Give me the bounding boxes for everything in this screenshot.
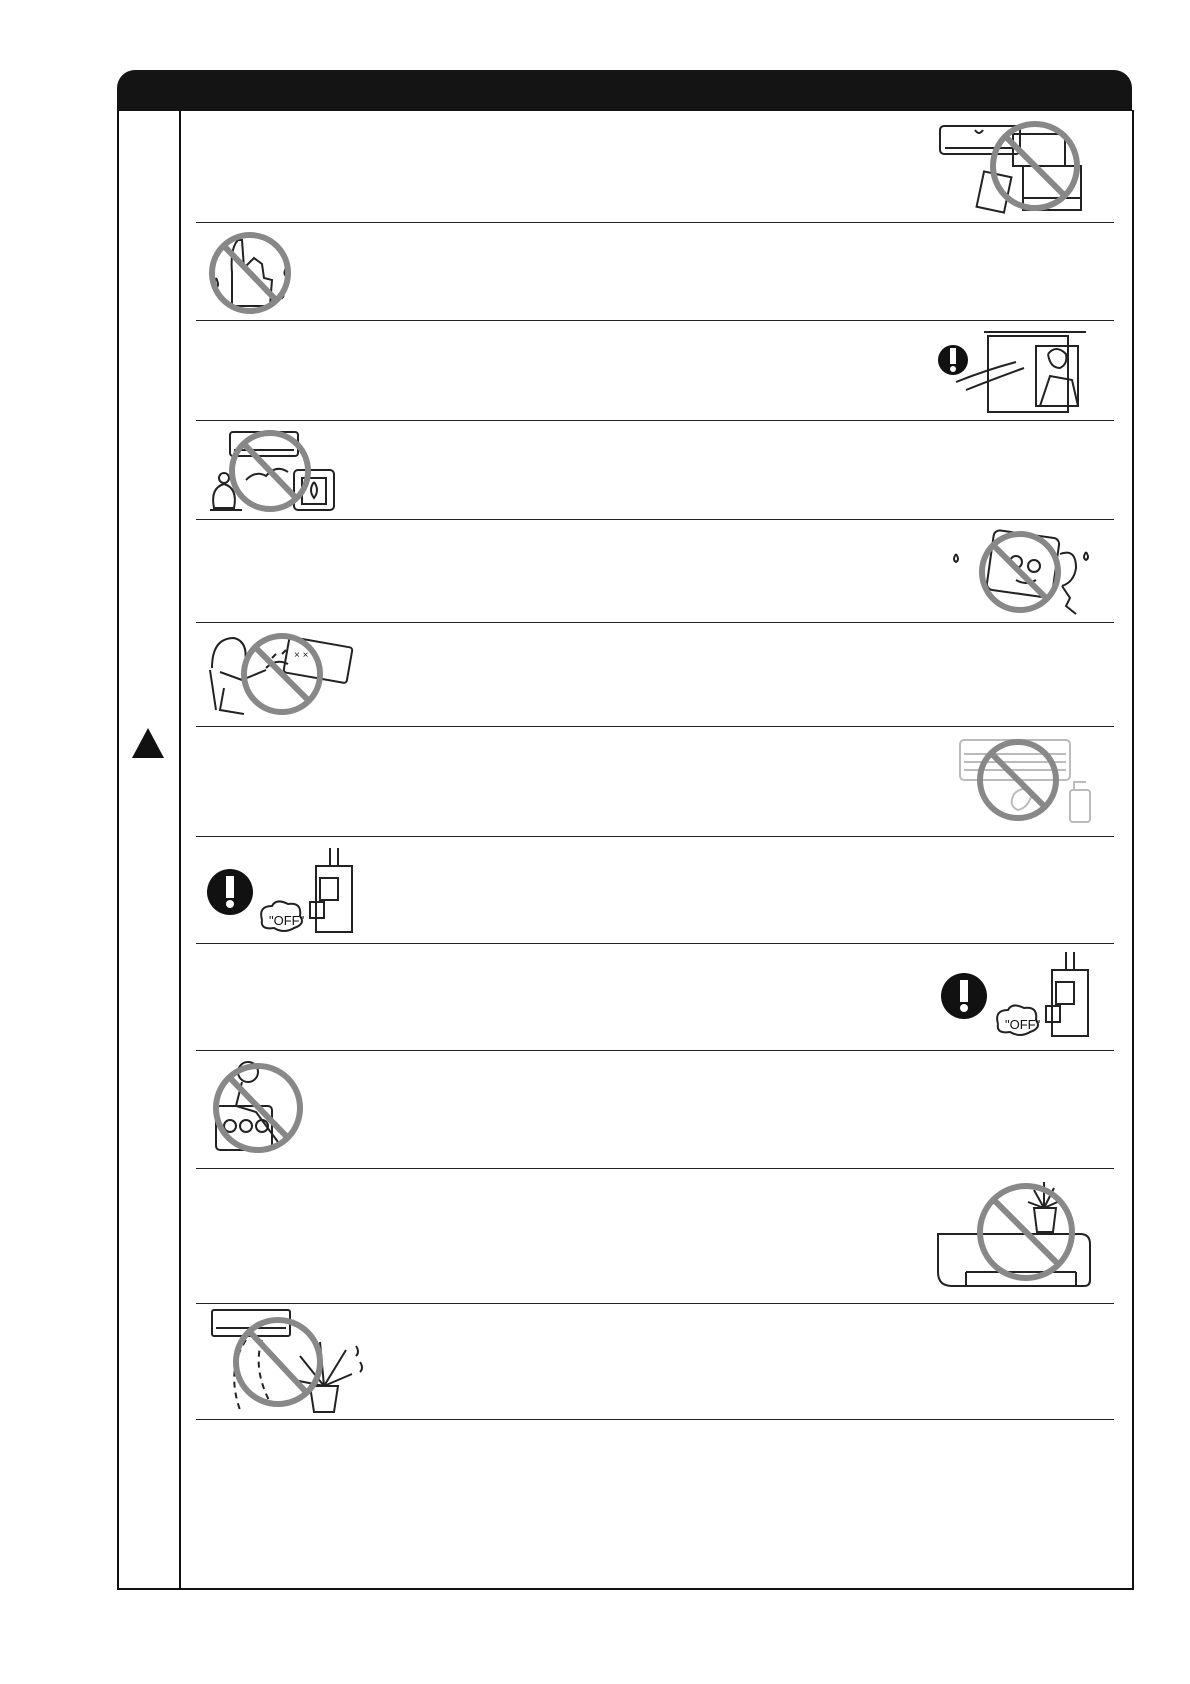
off-speech-text: "OFF" (1005, 1017, 1041, 1032)
wet-hand-prohibited-icon (202, 228, 302, 318)
svg-text:× ×: × × (294, 650, 309, 661)
kettle-heater-near-ac-prohibited-icon (202, 426, 352, 516)
off-speech-text: "OFF" (269, 913, 305, 928)
ac-unit-blocked-by-boxes-icon (935, 118, 1095, 214)
climbing-outdoor-unit-prohibited-icon (206, 1056, 316, 1160)
row-divider (196, 1419, 1114, 1420)
row-divider (196, 320, 1114, 321)
spray-near-ac-prohibited-icon (954, 734, 1104, 830)
warning-triangle-icon (131, 727, 165, 759)
breaker-off-icon (940, 952, 1100, 1042)
row-divider (196, 1303, 1114, 1304)
section-header-bar (117, 70, 1132, 111)
breaker-off-icon (206, 848, 366, 938)
row-divider (196, 622, 1114, 623)
row-divider (196, 420, 1114, 421)
row-divider (196, 726, 1114, 727)
plant-on-ac-prohibited-icon (930, 1172, 1100, 1296)
outdoor-unit-unstable-prohibited-icon (950, 524, 1110, 616)
row-divider (196, 1050, 1114, 1051)
row-divider (196, 836, 1114, 837)
row-divider (196, 943, 1114, 944)
row-divider (196, 1168, 1114, 1169)
water-spray-on-ac-prohibited-icon (202, 628, 362, 720)
row-divider (196, 222, 1114, 223)
row-divider (196, 519, 1114, 520)
ventilate-window-icon (936, 326, 1096, 416)
side-column (117, 110, 181, 1590)
plant-in-airflow-prohibited-icon (206, 1306, 376, 1416)
